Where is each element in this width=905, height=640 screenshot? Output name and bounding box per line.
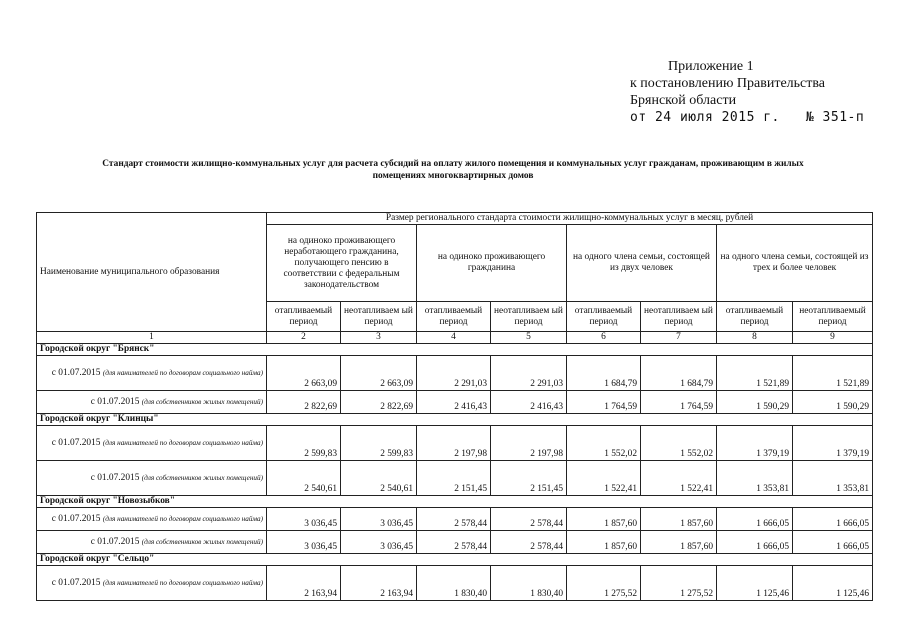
group-header-single: на одиноко проживающего гражданина <box>417 225 567 302</box>
row-label <box>37 566 267 601</box>
value-cell: 1 590,29 <box>793 391 873 414</box>
value-cell: 1 666,05 <box>717 508 793 531</box>
row-note: (для собственников жилых помещений) <box>141 473 263 482</box>
value-cell: 3 036,45 <box>267 508 341 531</box>
group-header-pensioner: на одиноко проживающего неработающего гражданина, получающего пенсию в соответствии с федеральным законодательством <box>267 225 417 302</box>
value-cell: 2 151,45 <box>417 461 491 496</box>
region-row <box>37 344 873 356</box>
value-cell: 1 684,79 <box>641 356 717 391</box>
value-cell: 1 684,79 <box>567 356 641 391</box>
value-cell: 1 857,60 <box>567 508 641 531</box>
row-date: с 01.07.2015 <box>51 367 101 378</box>
document-title-line-2: помещениях многоквартирных домов <box>372 171 534 181</box>
value-cell: 1 830,40 <box>417 566 491 601</box>
row-label <box>37 356 267 391</box>
value-cell: 2 197,98 <box>417 426 491 461</box>
column-number: 8 <box>717 332 793 344</box>
region-name: Городской округ "Клинцы" <box>37 414 873 426</box>
appendix-line-2: к постановлению Правительства <box>630 76 826 91</box>
region-name: Городской округ "Новозыбков" <box>37 496 873 508</box>
row-label <box>37 461 267 496</box>
value-cell: 2 416,43 <box>491 391 567 414</box>
value-cell: 3 036,45 <box>267 531 341 554</box>
value-cell: 2 578,44 <box>491 508 567 531</box>
value-cell: 1 379,19 <box>793 426 873 461</box>
value-cell: 2 291,03 <box>491 356 567 391</box>
value-cell: 2 599,83 <box>341 426 417 461</box>
region-name: Городской округ "Сельцо" <box>37 554 873 566</box>
column-number: 7 <box>641 332 717 344</box>
value-cell: 2 197,98 <box>491 426 567 461</box>
column-number: 5 <box>491 332 567 344</box>
sub-header-heated: отапливаемый период <box>567 302 641 332</box>
sub-header-unheated: неотапливаем ый период <box>491 302 567 332</box>
value-cell: 2 578,44 <box>417 531 491 554</box>
column-number: 2 <box>267 332 341 344</box>
value-cell: 1 857,60 <box>567 531 641 554</box>
value-cell: 1 275,52 <box>641 566 717 601</box>
value-cell: 2 822,69 <box>341 391 417 414</box>
value-cell: 1 125,46 <box>793 566 873 601</box>
row-date: с 01.07.2015 <box>90 472 140 483</box>
value-cell: 3 036,45 <box>341 531 417 554</box>
value-cell: 1 275,52 <box>567 566 641 601</box>
table-row <box>37 461 873 496</box>
row-label <box>37 426 267 461</box>
column-number: 6 <box>567 332 641 344</box>
value-cell: 1 666,05 <box>793 508 873 531</box>
value-cell: 1 590,29 <box>717 391 793 414</box>
value-cell: 1 353,81 <box>793 461 873 496</box>
value-cell: 2 416,43 <box>417 391 491 414</box>
column-number: 9 <box>793 332 873 344</box>
sub-header-heated: отапливаемый период <box>717 302 793 332</box>
region-row <box>37 496 873 508</box>
document-title-line-1: Стандарт стоимости жилищно-коммунальных услуг для расчета субсидий на оплату жилого помещения и коммунальных услуг гражданам, проживающим в жилых <box>102 159 804 169</box>
value-cell: 2 540,61 <box>267 461 341 496</box>
row-date: с 01.07.2015 <box>51 437 101 448</box>
value-cell: 2 663,09 <box>267 356 341 391</box>
value-cell: 2 822,69 <box>267 391 341 414</box>
row-note: (для нанимателей по договорам социального найма) <box>102 578 263 587</box>
appendix-line-3: Брянской области <box>630 93 737 108</box>
row-note: (для нанимателей по договорам социального найма) <box>102 438 263 447</box>
value-cell: 1 764,59 <box>641 391 717 414</box>
region-name: Городской округ "Брянск" <box>37 344 873 356</box>
document-title <box>28 158 878 182</box>
value-cell: 2 578,44 <box>417 508 491 531</box>
appendix-header <box>630 58 890 126</box>
appendix-date-line <box>630 109 890 126</box>
sub-header-unheated: неотапливаемый период <box>793 302 873 332</box>
column-number: 1 <box>37 332 267 344</box>
sub-header-heated: отапливаемый период <box>267 302 341 332</box>
value-cell: 2 578,44 <box>491 531 567 554</box>
region-row <box>37 414 873 426</box>
sub-header-unheated: неотапливаем ый период <box>341 302 417 332</box>
value-cell: 1 857,60 <box>641 531 717 554</box>
value-cell: 1 353,81 <box>717 461 793 496</box>
row-label <box>37 531 267 554</box>
value-cell: 1 830,40 <box>491 566 567 601</box>
column-number: 4 <box>417 332 491 344</box>
value-cell: 1 521,89 <box>793 356 873 391</box>
group-header-family-three: на одного члена семьи, состоящей из трех и более человек <box>717 225 873 302</box>
value-cell: 2 151,45 <box>491 461 567 496</box>
value-cell: 2 163,94 <box>267 566 341 601</box>
value-cell: 2 599,83 <box>267 426 341 461</box>
row-note: (для нанимателей по договорам социального найма) <box>102 514 263 523</box>
municipality-column-header: Наименование муниципального образования <box>37 213 267 332</box>
value-cell: 1 125,46 <box>717 566 793 601</box>
group-header-family-two: на одного члена семьи, состоящей из двух человек <box>567 225 717 302</box>
sub-header-heated: отапливаемый период <box>417 302 491 332</box>
table-row <box>37 356 873 391</box>
value-cell: 1 764,59 <box>567 391 641 414</box>
value-cell: 2 540,61 <box>341 461 417 496</box>
sub-header-unheated: неотапливаем ый период <box>641 302 717 332</box>
main-header: Размер регионального стандарта стоимости жилищно-коммунальных услуг в месяц, рублей <box>267 213 873 225</box>
value-cell: 1 522,41 <box>567 461 641 496</box>
column-number: 3 <box>341 332 417 344</box>
value-cell: 1 552,02 <box>567 426 641 461</box>
row-date: с 01.07.2015 <box>90 396 140 407</box>
region-row <box>37 554 873 566</box>
value-cell: 3 036,45 <box>341 508 417 531</box>
table-row <box>37 566 873 601</box>
appendix-date: от 24 июля 2015 г. <box>630 110 780 125</box>
row-label <box>37 391 267 414</box>
standards-table <box>36 212 873 601</box>
row-note: (для нанимателей по договорам социального найма) <box>102 368 263 377</box>
row-note: (для собственников жилых помещений) <box>141 397 263 406</box>
appendix-line-1: Приложение 1 <box>668 59 754 74</box>
value-cell: 1 521,89 <box>717 356 793 391</box>
row-date: с 01.07.2015 <box>51 513 101 524</box>
row-label <box>37 508 267 531</box>
value-cell: 1 857,60 <box>641 508 717 531</box>
value-cell: 1 666,05 <box>793 531 873 554</box>
value-cell: 1 666,05 <box>717 531 793 554</box>
value-cell: 2 291,03 <box>417 356 491 391</box>
table-row <box>37 508 873 531</box>
row-date: с 01.07.2015 <box>90 536 140 547</box>
value-cell: 1 379,19 <box>717 426 793 461</box>
table-row <box>37 531 873 554</box>
value-cell: 1 522,41 <box>641 461 717 496</box>
table-row <box>37 391 873 414</box>
value-cell: 1 552,02 <box>641 426 717 461</box>
appendix-number: № 351-п <box>805 110 865 125</box>
row-note: (для собственников жилых помещений) <box>141 537 263 546</box>
value-cell: 2 663,09 <box>341 356 417 391</box>
value-cell: 2 163,94 <box>341 566 417 601</box>
row-date: с 01.07.2015 <box>51 577 101 588</box>
table-row <box>37 426 873 461</box>
